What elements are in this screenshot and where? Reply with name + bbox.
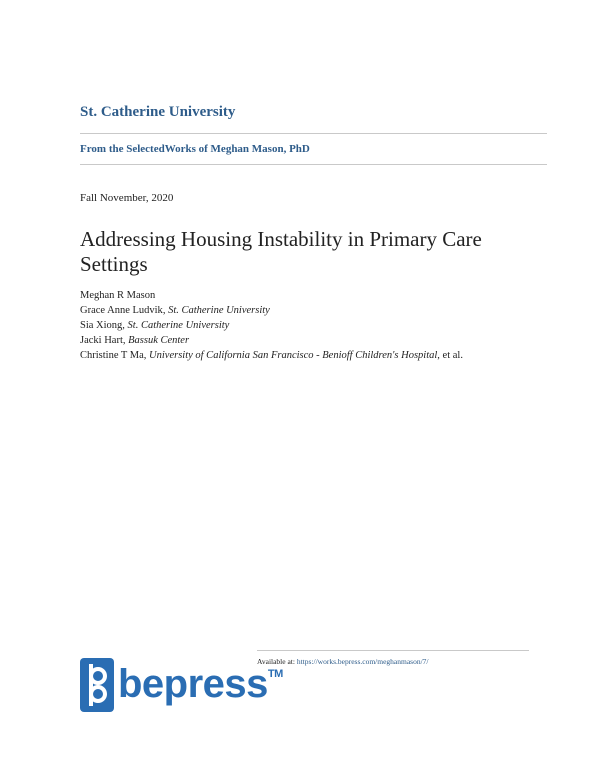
author-affiliation: St. Catherine University <box>127 320 230 331</box>
bepress-b-icon <box>80 658 114 712</box>
available-label: Available at: <box>257 657 295 666</box>
institution-name[interactable]: St. Catherine University <box>80 104 236 120</box>
header-divider-bottom <box>80 164 547 165</box>
author-affiliation: St. Catherine University <box>168 305 270 316</box>
author-item: Grace Anne Ludvik, St. Catherine University <box>80 305 270 316</box>
author-list <box>80 288 550 363</box>
available-url-link[interactable]: https://works.bepress.com/meghanmason/7/ <box>296 657 429 666</box>
author-name: Meghan R Mason <box>80 290 156 301</box>
author-item: Christine T Ma, University of California San Francisco - Benioff Children's Hospital, et al. <box>80 350 463 361</box>
author-item: Sia Xiong, St. Catherine University <box>80 320 230 331</box>
document-title: Addressing Housing Instability in Primary Care Settings <box>80 227 482 276</box>
author-item <box>80 288 550 303</box>
author-affiliation: Bassuk Center <box>128 335 190 346</box>
header-divider-top <box>80 133 547 134</box>
trademark-symbol: TM <box>267 668 283 680</box>
author-list-suffix: , et al. <box>437 350 463 361</box>
bepress-wordmark <box>118 662 283 707</box>
collection-link[interactable]: From the SelectedWorks of Meghan Mason, PhD <box>80 143 310 155</box>
footer-divider <box>257 650 529 651</box>
bepress-wordmark-text: bepress <box>118 662 268 706</box>
author-name: Sia Xiong <box>80 320 123 331</box>
author-affiliation: University of California San Francisco - Benioff Children's Hospital <box>149 350 438 361</box>
publication-date: Fall November, 2020 <box>80 192 174 204</box>
author-item: Jacki Hart, Bassuk Center <box>80 335 190 346</box>
author-name: Jacki Hart <box>80 335 123 346</box>
author-name: Grace Anne Ludvik <box>80 305 163 316</box>
author-name: Christine T Ma <box>80 350 144 361</box>
